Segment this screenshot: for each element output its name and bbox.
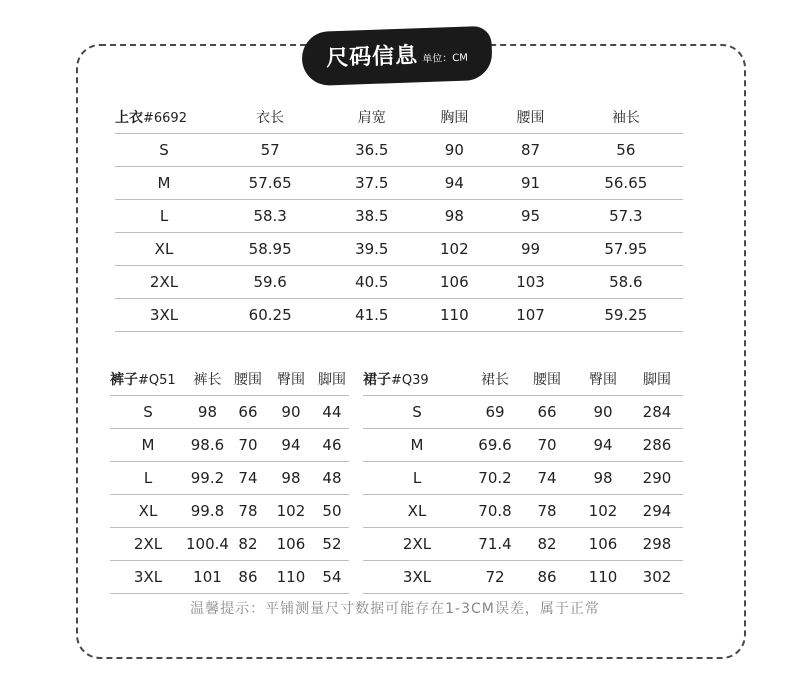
- column-header: 腰围: [233, 372, 262, 388]
- size-cell: 2XL: [402, 535, 432, 553]
- table-row: [363, 528, 683, 561]
- size-cell: 2XL: [133, 535, 163, 553]
- measurement-cell: 66: [537, 403, 557, 421]
- measurement-note: 温馨提示：平铺测量尺寸数据可能存在1-3CM误差，属于正常: [190, 601, 600, 617]
- measurement-cell: 98: [197, 403, 218, 421]
- table-header-row: [363, 363, 683, 396]
- measurement-cell: 58.95: [248, 240, 292, 258]
- size-cell: S: [159, 141, 169, 159]
- measurement-cell: 298: [642, 535, 672, 553]
- table-header-row: [115, 101, 683, 134]
- measurement-cell: 78: [537, 502, 557, 520]
- measurement-cell: 82: [537, 535, 557, 553]
- measurement-cell: 101: [193, 568, 222, 586]
- measurement-cell: 54: [322, 568, 342, 586]
- table-row: [363, 429, 683, 462]
- size-cell: M: [410, 436, 424, 454]
- measurement-cell: 294: [642, 502, 672, 520]
- measurement-cell: 90: [281, 403, 301, 421]
- measurement-cell: 286: [642, 436, 672, 454]
- measurement-cell: 69.6: [478, 436, 512, 454]
- size-cell: S: [143, 403, 153, 421]
- measurement-cell: 94: [593, 436, 613, 454]
- table-row: [115, 134, 683, 167]
- measurement-cell: 95: [521, 207, 541, 225]
- measurement-cell: 71.4: [478, 535, 512, 553]
- measurement-cell: 78: [238, 502, 258, 520]
- measurement-cell: 52: [322, 535, 342, 553]
- measurement-cell: 66: [238, 403, 258, 421]
- measurement-cell: 74: [537, 469, 557, 487]
- table-title: [363, 363, 471, 396]
- measurement-cell: 69: [485, 403, 505, 421]
- measurement-cell: 57.65: [248, 174, 292, 192]
- unit-text: 单位：CM: [422, 52, 469, 66]
- measurement-cell: 106: [276, 535, 306, 553]
- table-row: [363, 396, 683, 429]
- measurement-cell: 56: [616, 141, 636, 159]
- measurement-cell: 94: [444, 174, 464, 192]
- measurement-cell: 57.3: [609, 207, 643, 225]
- measurement-cell: 106: [588, 535, 618, 553]
- size-cell: 3XL: [149, 306, 179, 324]
- size-cell: 2XL: [149, 273, 179, 291]
- pants-size-table: [110, 363, 349, 594]
- measurement-cell: 98: [593, 469, 613, 487]
- style-code: #6692: [143, 111, 187, 126]
- measurement-cell: 57: [260, 141, 280, 159]
- column-header: 臀围: [589, 372, 617, 388]
- measurement-cell: 100.4: [186, 535, 229, 553]
- measurement-cell: 72: [485, 568, 505, 586]
- measurement-cell: 106: [440, 273, 469, 291]
- size-cell: S: [412, 403, 422, 421]
- measurement-cell: 290: [642, 469, 672, 487]
- table-row: [363, 561, 683, 594]
- measurement-cell: 41.5: [355, 306, 389, 324]
- measurement-cell: 99: [521, 240, 541, 258]
- measurement-cell: 110: [588, 568, 618, 586]
- table-row: [110, 495, 349, 528]
- size-cell: XL: [154, 240, 174, 258]
- measurement-cell: 98: [444, 207, 464, 225]
- table-row: [110, 528, 349, 561]
- measurement-cell: 284: [642, 403, 672, 421]
- column-header: 衣长: [256, 110, 285, 126]
- measurement-cell: 70.8: [478, 502, 512, 520]
- measurement-cell: 70.2: [478, 469, 512, 487]
- garment-label: 上衣: [115, 110, 143, 126]
- table-row: [115, 167, 683, 200]
- measurement-cell: 102: [588, 502, 618, 520]
- measurement-cell: 57.95: [604, 240, 648, 258]
- table-header-row: [110, 363, 349, 396]
- measurement-cell: 86: [537, 568, 557, 586]
- measurement-cell: 58.3: [253, 207, 287, 225]
- measurement-cell: 107: [516, 306, 545, 324]
- table-row: [115, 200, 683, 233]
- measurement-cell: 59.25: [604, 306, 648, 324]
- measurement-cell: 70: [238, 436, 258, 454]
- measurement-cell: 98: [281, 469, 301, 487]
- size-cell: L: [412, 469, 422, 487]
- style-code: #Q39: [391, 373, 429, 388]
- measurement-cell: 87: [521, 141, 541, 159]
- measurement-cell: 40.5: [355, 273, 389, 291]
- measurement-cell: 44: [322, 403, 342, 421]
- measurement-cell: 98.6: [190, 436, 225, 454]
- column-header: 裤长: [193, 372, 222, 388]
- measurement-cell: 46: [322, 436, 342, 454]
- column-header: 腰围: [516, 110, 545, 126]
- title-badge: [301, 26, 493, 87]
- measurement-cell: 103: [516, 273, 545, 291]
- column-header: 脚围: [317, 372, 346, 388]
- measurement-cell: 86: [238, 568, 258, 586]
- measurement-cell: 90: [593, 403, 613, 421]
- measurement-cell: 110: [440, 306, 469, 324]
- measurement-cell: 110: [276, 568, 306, 586]
- table-title: [110, 363, 186, 396]
- skirt-size-table: [363, 363, 683, 594]
- measurement-cell: 58.6: [609, 273, 643, 291]
- measurement-cell: 91: [521, 174, 541, 192]
- title-text: 尺码信息: [325, 43, 419, 72]
- measurement-cell: 102: [276, 502, 306, 520]
- column-header: 袖长: [611, 110, 640, 126]
- size-cell: XL: [138, 502, 158, 520]
- table-row: [110, 561, 349, 594]
- table-row: [363, 462, 683, 495]
- table-row: [363, 495, 683, 528]
- table-row: [110, 429, 349, 462]
- column-header: 脚围: [643, 372, 671, 388]
- measurement-cell: 59.6: [253, 273, 287, 291]
- size-cell: XL: [407, 502, 427, 520]
- column-header: 裙长: [481, 372, 509, 388]
- size-cell: L: [159, 207, 169, 225]
- measurement-cell: 37.5: [355, 174, 389, 192]
- size-cell: M: [157, 174, 171, 192]
- table-row: [115, 233, 683, 266]
- garment-label: 裙子: [363, 372, 391, 388]
- measurement-cell: 70: [537, 436, 557, 454]
- measurement-cell: 99.2: [190, 469, 225, 487]
- column-header: 腰围: [533, 372, 561, 388]
- column-header: 胸围: [440, 110, 469, 126]
- measurement-cell: 39.5: [355, 240, 389, 258]
- measurement-cell: 102: [440, 240, 469, 258]
- size-cell: 3XL: [133, 568, 163, 586]
- measurement-cell: 38.5: [355, 207, 389, 225]
- measurement-cell: 82: [238, 535, 258, 553]
- table-title: [115, 101, 213, 134]
- table-row: [115, 266, 683, 299]
- style-code: #Q51: [138, 373, 176, 388]
- top-size-table: [115, 101, 683, 332]
- garment-label: 裤子: [110, 372, 138, 388]
- measurement-cell: 99.8: [190, 502, 225, 520]
- measurement-cell: 48: [322, 469, 342, 487]
- size-cell: 3XL: [402, 568, 432, 586]
- measurement-cell: 56.65: [604, 174, 648, 192]
- size-cell: M: [141, 436, 155, 454]
- measurement-cell: 50: [322, 502, 342, 520]
- table-row: [115, 299, 683, 332]
- size-cell: L: [143, 469, 153, 487]
- column-header: 臀围: [276, 372, 305, 388]
- table-row: [110, 396, 349, 429]
- measurement-cell: 60.25: [248, 306, 292, 324]
- measurement-cell: 94: [281, 436, 301, 454]
- measurement-cell: 90: [444, 141, 464, 159]
- measurement-cell: 74: [238, 469, 258, 487]
- table-row: [110, 462, 349, 495]
- column-header: 肩宽: [357, 110, 386, 126]
- measurement-cell: 36.5: [355, 141, 389, 159]
- measurement-cell: 302: [642, 568, 672, 586]
